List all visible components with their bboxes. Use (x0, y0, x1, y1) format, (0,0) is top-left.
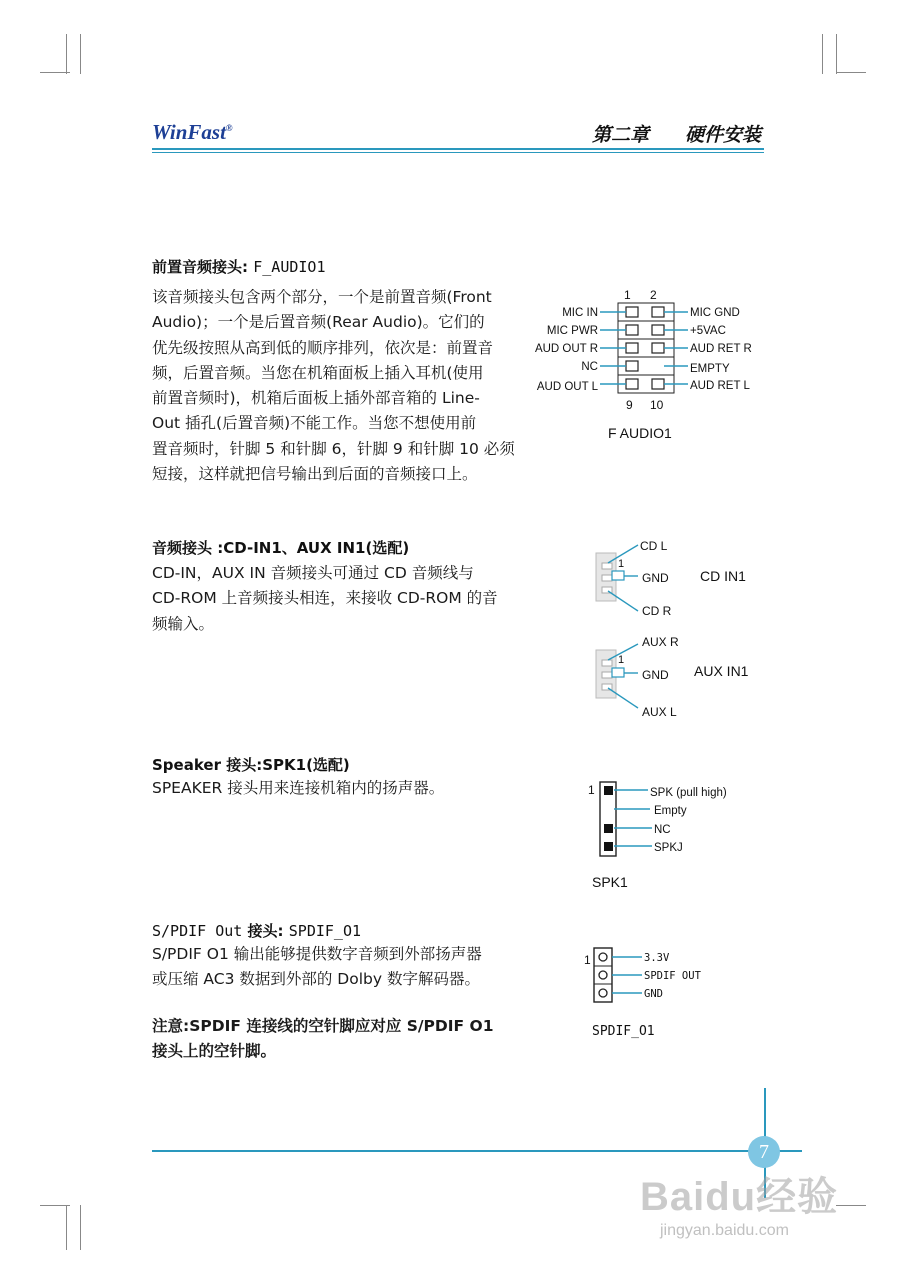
speaker-heading (152, 754, 350, 775)
paragraph-line: 前置音频时)，机箱后面板上插外部音箱的 Line- (152, 389, 480, 408)
header-pins (626, 307, 664, 389)
faudio-title: 前置音频接头: (152, 258, 248, 276)
chapter-number: 第二章 (592, 124, 650, 146)
faudio-code: F_AUDIO1 (253, 258, 326, 276)
speaker-paragraph (152, 776, 520, 801)
page-number: 7 (748, 1136, 780, 1168)
crop-mark (80, 34, 81, 74)
faudio-diagram (526, 285, 776, 445)
pin-gnd (612, 668, 624, 677)
pin-label: GND (642, 571, 669, 585)
cdaux-title-bold: CD-IN1、AUX IN1 (223, 539, 366, 557)
paragraph-line: 短接，这样就把信号输出到后面的音频接口上。 (152, 465, 478, 484)
cdaux-heading (152, 537, 409, 558)
crop-mark (80, 1205, 81, 1250)
connector-name: CD IN1 (700, 568, 746, 584)
spdif-title-cn: 接头: (247, 922, 284, 940)
speaker-code: SPK1 (262, 756, 307, 774)
pin-number: 9 (626, 398, 633, 412)
faudio-heading (152, 256, 325, 277)
note-line: 接头上的空针脚。 (152, 1042, 277, 1061)
chapter-heading (592, 120, 761, 147)
pin-label: CD R (642, 604, 672, 618)
header-rule-thin (152, 152, 764, 153)
spdif-title: S/PDIF Out (152, 922, 243, 940)
pin-2 (599, 971, 607, 979)
paragraph-line: 置音频时，针脚 5 和针脚 6，针脚 9 和针脚 10 必须 (152, 439, 515, 458)
paragraph-line: S/PDIF O1 输出能够提供数字音频到外部扬声器 (152, 945, 482, 963)
spdif-code: SPDIF_O1 (288, 922, 362, 940)
footer-rule (152, 1150, 802, 1152)
pin-label: +5VAC (690, 325, 726, 337)
cd-in-diagram (590, 535, 770, 625)
spk1-diagram (584, 778, 764, 893)
pin-leader-lines (600, 312, 688, 384)
pin-label: SPDIF OUT (644, 970, 701, 982)
speaker-title-cn: 接头: (226, 756, 263, 774)
logo-text: WinFast (152, 120, 226, 144)
pin-label: MIC PWR (546, 325, 598, 337)
pin-label: SPKJ (654, 842, 683, 854)
chapter-title: 硬件安装 (685, 124, 762, 146)
spdif-diagram (582, 944, 762, 1044)
pin-label: AUD RET L (690, 380, 750, 392)
pin-label: AUX R (642, 635, 679, 649)
connector-name: AUX IN1 (694, 663, 749, 679)
pin-label: GND (642, 668, 669, 682)
paragraph-line: Out 插孔(后置音频)不能工作。当您不想使用前 (152, 414, 477, 433)
paragraph-line: SPEAKER 接头用来连接机箱内的扬声器。 (152, 779, 445, 797)
pin-label: GND (644, 988, 663, 1000)
crop-mark (836, 1205, 866, 1206)
pin-label: AUD RET R (690, 343, 752, 355)
note-line: 注意:SPDIF 连接线的空针脚应对应 S/PDIF O1 (152, 1017, 494, 1035)
paragraph-line: 频输入。 (152, 614, 215, 633)
cdaux-paragraph (152, 561, 520, 637)
pin-number: 2 (650, 288, 657, 302)
diagram-caption: SPDIF_O1 (592, 1024, 655, 1039)
paragraph-line: 频，后置音频。当您在机箱面板上插入耳机(使用 (152, 363, 484, 382)
pin-number: 1 (588, 783, 595, 797)
pin-label: CD L (640, 539, 668, 553)
paragraph-line: 或压缩 AC3 数据到外部的 Dolby 数字解码器。 (152, 970, 480, 989)
paragraph-line: Audio)；一个是后置音频(Rear Audio)。它们的 (152, 313, 485, 332)
pin-label: SPK (pull high) (650, 787, 727, 799)
pin-number: 1 (618, 654, 625, 666)
pin-number: 10 (650, 398, 664, 412)
crop-mark (836, 72, 866, 73)
cdaux-title: 音频接头 : (152, 539, 224, 557)
pin-number: 1 (584, 953, 591, 967)
speaker-title: Speaker (152, 756, 221, 774)
baidu-watermark-url: jingyan.baidu.com (660, 1222, 789, 1239)
speaker-optional: (选配) (306, 756, 350, 774)
pin-label: EMPTY (690, 363, 730, 375)
winfast-logo (152, 120, 233, 145)
spdif-heading (152, 920, 361, 941)
baidu-watermark: Baidu经验 (640, 1175, 839, 1219)
pin-label: Empty (654, 805, 687, 817)
crop-mark (40, 1205, 70, 1206)
crop-mark (822, 34, 823, 74)
paragraph-line: CD-ROM 上音频接头相连，来接收 CD-ROM 的音 (152, 589, 498, 608)
crop-mark (66, 1205, 67, 1250)
paragraph-line: CD-IN，AUX IN 音频接头可通过 CD 音频线与 (152, 564, 474, 582)
pin-label: NC (581, 361, 598, 373)
pin-3 (604, 824, 613, 833)
pin-1 (604, 786, 613, 795)
paragraph-line: 该音频接头包含两个部分，一个是前置音频(Front (152, 288, 492, 306)
pin-1 (599, 953, 607, 961)
crop-mark (66, 34, 67, 74)
pin-number: 1 (624, 288, 631, 302)
pin-label: MIC IN (562, 307, 598, 319)
pin-number: 1 (618, 558, 625, 570)
crop-mark (40, 72, 70, 73)
pin-3 (599, 989, 607, 997)
cdaux-optional: (选配) (365, 539, 410, 557)
diagram-caption: SPK1 (592, 874, 628, 890)
pin-label: 3.3V (644, 952, 670, 964)
header-rule (152, 148, 764, 150)
paragraph-line: 优先级按照从高到低的顺序排列，依次是：前置音 (152, 338, 494, 357)
spdif-paragraph (152, 942, 520, 993)
spdif-note (152, 1014, 520, 1065)
pin-label: AUD OUT R (534, 343, 598, 355)
pin-label: NC (654, 824, 671, 836)
pin-label: AUD OUT L (536, 381, 598, 393)
diagram-caption: F AUDIO1 (608, 425, 672, 441)
pin-label: MIC GND (690, 307, 740, 319)
crop-mark (836, 34, 837, 74)
logo-mark: ® (225, 123, 233, 133)
pin-gnd (612, 571, 624, 580)
pin-label: AUX L (642, 705, 677, 719)
pin-4 (604, 842, 613, 851)
aux-in-diagram (590, 630, 770, 725)
faudio-paragraph (152, 285, 520, 487)
